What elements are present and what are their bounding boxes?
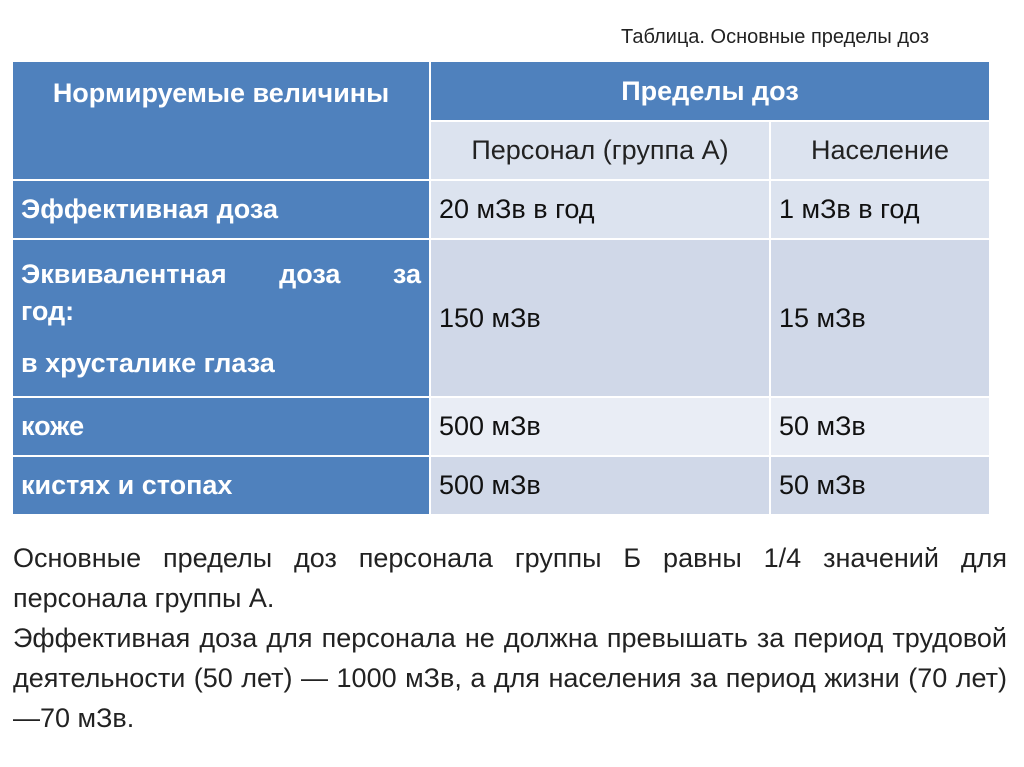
cell-personnel-value: 500 мЗв bbox=[430, 456, 770, 515]
cell-population-value: 50 мЗв bbox=[770, 456, 990, 515]
label-word: Эквивалентная bbox=[21, 259, 227, 289]
table-row bbox=[12, 456, 990, 515]
header-normalized-values: Нормируемые величины bbox=[12, 61, 430, 180]
label-line: год: bbox=[21, 296, 75, 326]
note-paragraph: Основные пределы доз персонала группы Б равны 1/4 значений для персонала группы А. bbox=[13, 543, 1007, 613]
table-caption: Таблица. Основные пределы доз bbox=[621, 26, 930, 48]
row-label-equivalent-dose bbox=[12, 239, 430, 397]
note-paragraph: Эффективная доза для персонала не должна превышать за период трудовой деятельности (50 лет) — 1000 мЗв, а для населения за период жизни (70 лет) —70 мЗв. bbox=[13, 623, 1007, 733]
label-word: за bbox=[392, 259, 421, 289]
subheader-population: Население bbox=[770, 121, 990, 180]
table-row bbox=[12, 180, 990, 239]
cell-population-value: 15 мЗв bbox=[770, 239, 990, 397]
cell-population-value: 50 мЗв bbox=[770, 397, 990, 456]
subheader-personnel: Персонал (группа А) bbox=[430, 121, 770, 180]
cell-personnel-value: 500 мЗв bbox=[430, 397, 770, 456]
notes-text bbox=[13, 538, 1007, 738]
label-line: в хрусталике глаза bbox=[21, 348, 275, 378]
cell-personnel-value: 20 мЗв в год bbox=[430, 180, 770, 239]
cell-personnel-value: 150 мЗв bbox=[430, 239, 770, 397]
table-row bbox=[12, 397, 990, 456]
label-word: доза bbox=[279, 259, 341, 289]
dose-limits-table bbox=[11, 60, 991, 516]
header-dose-limits: Пределы доз bbox=[430, 61, 990, 121]
table-row bbox=[12, 239, 990, 397]
row-label-skin: коже bbox=[12, 397, 430, 456]
row-label-hands-feet: кистях и стопах bbox=[12, 456, 430, 515]
row-label-effective-dose: Эффективная доза bbox=[12, 180, 430, 239]
cell-population-value: 1 мЗв в год bbox=[770, 180, 990, 239]
